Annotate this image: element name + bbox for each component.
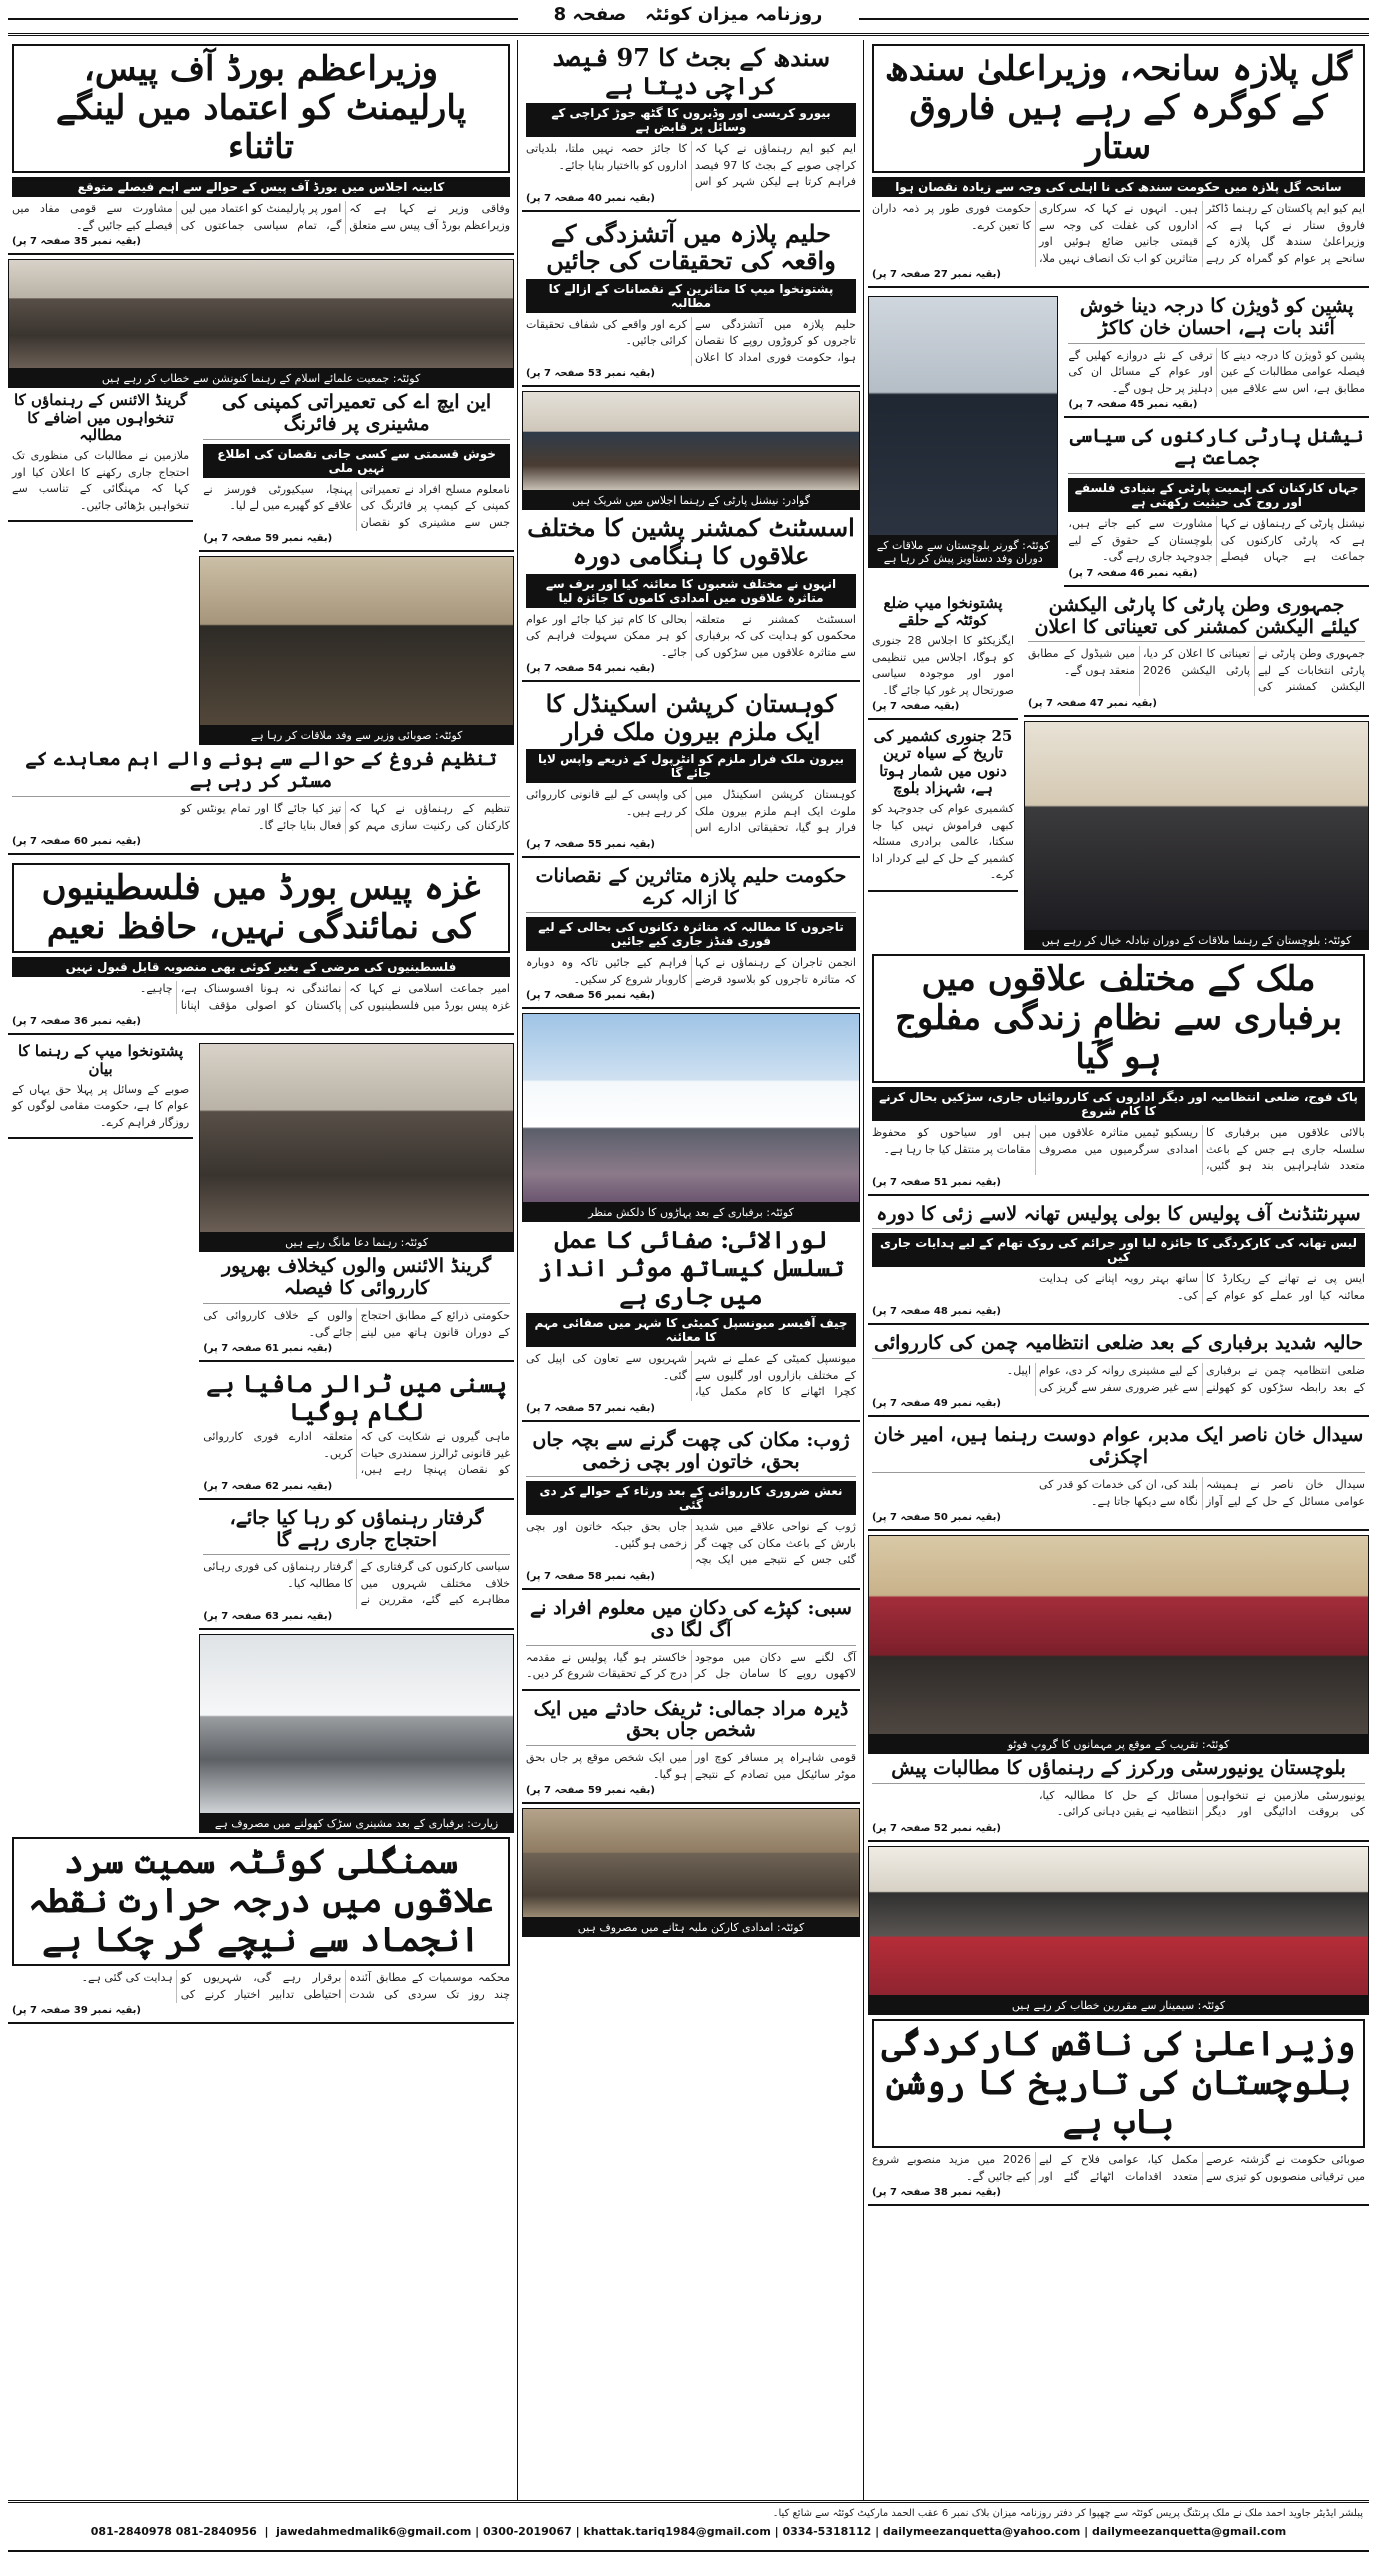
- article: [522, 862, 860, 1010]
- subheadline: پاک فوج، ضلعی انتظامیہ اور دیگر اداروں کی کارروائیاں جاری، سڑکیں بحال کرنے کا کام شروع: [872, 1087, 1365, 1121]
- news-photo: [868, 296, 1058, 536]
- article-body: ایم کیو ایم پاکستان کے رہنما ڈاکٹر فاروق ستار نے کہا ہے کہ وزیراعلیٰ سندھ گل پلازہ کے سانحے پر عوام کو گمراہ کر رہے ہیں۔ انہوں نے کہا کہ سرکاری اداروں کی غفلت کی وجہ سے قیمتی جانیں ضائع ہوئیں اور متاثرین کو اب تک انصاف نہیں ملا، حکومت فوری طور پر ذمہ داران کا تعین کرے۔: [872, 202, 1365, 265]
- subheadline: کابینہ اجلاس میں بورڈ آف پیس کے حوالے سے اہم فیصلے متوقع: [12, 177, 510, 197]
- subheadline: تاجروں کا مطالبہ کہ متاثرہ دکانوں کی بحالی کے لیے فوری فنڈز جاری کیے جائیں: [526, 917, 856, 951]
- subheadline: فلسطینیوں کی مرضی کے بغیر کوئی بھی منصوبہ قابل قبول نہیں: [12, 957, 510, 977]
- article-body: کشمیری عوام کی جدوجہد کو کبھی فراموش نہیں کیا جا سکتا، عالمی برادری مسئلہ کشمیر کے حل کے لیے کردار ادا کرے۔: [872, 802, 1014, 882]
- headline: وزیراعظم بورڈ آف پیس، پارلیمنٹ کو اعتماد میں لینگے تاثناء: [12, 44, 510, 173]
- photo-caption: کوئٹہ: سیمینار سے مقررین خطاب کر رہے ہیں: [868, 1996, 1369, 2015]
- headline: ڈیرہ مراد جمالی: ٹریفک حادثے میں ایک شخص جاں بحق: [526, 1699, 856, 1747]
- phone-numbers: 081-2840978 081-2840956: [90, 2524, 257, 2538]
- photo-image: [523, 1809, 859, 1917]
- headline: سیدال خان ناصر ایک مدبر، عوام دوست رہنما ہیں، امیر خان اچکزئی: [872, 1425, 1365, 1473]
- article-body: انجمن تاجران کے رہنماؤں نے کہا کہ متاثرہ تاجروں کو بلاسود قرضے فراہم کیے جائیں تاکہ وہ دوبارہ کاروبار شروع کر سکیں۔: [526, 956, 856, 986]
- masthead-title: [538, 4, 838, 25]
- photo-image: [200, 557, 513, 725]
- subheadline: بیورو کریسی اور وڈیروں کا گٹھ جوڑ کراچی کے وسائل پر قابض ہے: [526, 103, 856, 137]
- column-divider: [863, 40, 864, 2500]
- article-body: صوبے کے وسائل پر پہلا حق یہاں کے عوام کا ہے، حکومت مقامی لوگوں کو روزگار فراہم کرے۔: [12, 1082, 190, 1129]
- article-body: کوہستان کرپشن اسکینڈل میں ملوث ایک اہم ملزم بیرون ملک فرار ہو گیا، تحقیقاتی ادارے اس کی واپسی کے لیے قانونی کارروائی کر رہے ہیں۔: [526, 788, 856, 835]
- article-body: محکمہ موسمیات کے مطابق آئندہ چند روز تک سردی کی شدت برقرار رہے گی، شہریوں کو احتیاطی تدابیر اختیار کرنے کی ہدایت کی گئی ہے۔: [81, 1971, 510, 2001]
- imprint-footer: [8, 2500, 1369, 2552]
- continuation-note: (بقیہ نمبر 39 صفحہ 7 پر): [12, 2005, 142, 2017]
- headline: جمہوری وطن پارٹی کا پارٹی الیکشن کیلئے الیکشن کمشنر کی تعیناتی کا اعلان: [1028, 595, 1365, 643]
- article-body: نامعلوم مسلح افراد نے تعمیراتی کمپنی کے کیمپ پر فائرنگ کی جس سے مشینری کو نقصان پہنچا، سیکیورٹی فورسز نے علاقے کو گھیرے میں لے لیا۔: [203, 482, 510, 529]
- subheadline: پشتونخوا میپ کا متاثرین کے نقصانات کے ازالے کا مطالبہ: [526, 279, 856, 313]
- news-photo: [199, 556, 514, 726]
- page-label: صفحہ 8: [553, 4, 627, 25]
- column-left: [8, 40, 514, 2495]
- photo-caption: کوئٹہ: گورنر بلوچستان سے ملاقات کے دوران وفد دستاویز پیش کر رہا ہے: [868, 536, 1058, 568]
- article-body: ماہی گیروں نے شکایت کی کہ غیر قانونی ٹرالرز سمندری حیات کو نقصان پہنچا رہے ہیں، متعلقہ ادارے فوری کارروائی کریں۔: [203, 1430, 510, 1477]
- headline: حلیم پلازہ میں آتشزدگی کے واقعہ کی تحقیقات کی جائیں: [546, 218, 836, 276]
- article: [1064, 422, 1369, 586]
- headline: غزہ پیس بورڈ میں فلسطینیوں کی نمائندگی نہیں، حافظ نعیم: [12, 863, 510, 953]
- subheadline: خوش قسمتی سے کسی جانی نقصان کی اطلاع نہیں ملی: [203, 444, 510, 478]
- masthead: [8, 4, 1369, 36]
- photo-caption: کوئٹہ: برفباری کے بعد پہاڑوں کا دلکش منظر: [522, 1203, 860, 1222]
- article-body: وفاقی وزیر نے کہا ہے کہ وزیراعظم بورڈ آف پیس سے متعلق امور پر پارلیمنٹ کو اعتماد میں لیں گے، تمام سیاسی جماعتوں کی مشاورت سے قومی مفاد میں فیصلے کیے جائیں گے۔: [12, 202, 510, 232]
- continuation-note: (بقیہ نمبر 63 صفحہ 7 پر): [203, 1610, 333, 1622]
- headline: گل پلازہ سانحہ، وزیراعلیٰ سندھ کے کوگرہ کے رہے ہیں فاروق ستار: [872, 44, 1365, 173]
- headline: ملک کے مختلف علاقوں میں برفباری سے نظامِ زندگی مفلوج ہو گیا: [872, 954, 1365, 1083]
- continuation-note: (بقیہ نمبر 49 صفحہ 7 پر): [872, 1398, 1002, 1410]
- news-photo: [1024, 721, 1369, 931]
- article: [522, 1426, 860, 1590]
- column-divider: [517, 40, 518, 2500]
- photo-image: [869, 1847, 1368, 1995]
- continuation-note: (بقیہ نمبر 59 صفحہ 7 پر): [203, 533, 333, 545]
- article-body: ایم کیو ایم رہنماؤں نے کہا کہ کراچی صوبے کے بجٹ کا 97 فیصد فراہم کرتا ہے لیکن شہر کو اس کا جائز حصہ نہیں ملتا، بلدیاتی اداروں کو بااختیار بنایا جائے۔: [526, 142, 857, 189]
- article: [1024, 591, 1369, 717]
- headline: نیشنل پارٹی کارکنوں کی سیاسی جماعت ہے: [1068, 426, 1365, 474]
- article: [8, 745, 514, 855]
- article: [8, 859, 514, 1035]
- photo-image: [1025, 722, 1368, 930]
- article: [868, 1754, 1369, 1842]
- photo-image: [200, 1635, 513, 1813]
- headline: پسنی میں ٹرالر مافیا بے لگام ہوگیا: [206, 1369, 507, 1426]
- article-body: ژوب کے نواحی علاقے میں شدید بارش کے باعث مکان کی چھت گر گئی جس کے نتیجے میں ایک بچہ جاں بحق جبکہ خاتون اور بچی زخمی ہو گئیں۔: [526, 1520, 856, 1567]
- subheadline: سانحہ گل پلازہ میں حکومت سندھ کی نا اہلی کی وجہ سے زیادہ نقصان ہوا: [872, 177, 1365, 197]
- continuation-note: (بقیہ نمبر 46 صفحہ 7 پر): [1068, 567, 1198, 579]
- headline: گرینڈ الائنس والوں کیخلاف بھرپور کارروائی کا فیصلہ: [203, 1256, 510, 1304]
- article: [8, 388, 193, 522]
- headline: وزیراعلیٰ کی ناقص کارکردگی بلوچستان کی تاریخ کا روشن باب ہے: [872, 2019, 1365, 2148]
- article-body: سیدال خان ناصر نے ہمیشہ عوامی مسائل کے حل کے لیے آواز بلند کی، ان کی خدمات کو قدر کی نگاہ سے دیکھا جاتا ہے۔: [1039, 1478, 1365, 1508]
- subheadline: انہوں نے مختلف شعبوں کا معائنہ کیا اور برف سے متاثرہ علاقوں میں امدادی کاموں کا جائزہ لیا: [526, 574, 856, 608]
- continuation-note: (بقیہ صفحہ 7 پر): [872, 701, 960, 713]
- article-body: یونیورسٹی ملازمین نے تنخواہوں کی بروقت ادائیگی اور دیگر مسائل کے حل کا مطالبہ کیا، انتظامیہ نے یقین دہانی کرائی۔: [1039, 1788, 1365, 1819]
- news-photo: [868, 1846, 1369, 1996]
- article: [868, 950, 1369, 1196]
- photo-caption: کوئٹہ: رہنما دعا مانگ رہے ہیں: [199, 1233, 514, 1252]
- photo-caption: کوئٹہ: تقریب کے موقع پر مہمانوں کا گروپ فوٹو: [868, 1735, 1369, 1754]
- headline: تنظیم فروغ کے حوالے سے ہونے والے اہم معاہدے کے مستر کر رہی ہے: [12, 749, 510, 797]
- masthead-rule-right: [859, 18, 1369, 20]
- email-addresses: jawedahmedmalik6@gmail.com | 0300-2019067 | khattak.tariq1984@gmail.com | 0334-5318112 | dailymeezanquetta@yahoo.com | dailymeezanquetta@gmail.com: [276, 2524, 1287, 2538]
- article: [8, 1833, 514, 2024]
- photo-image: [9, 260, 513, 368]
- article: [522, 1222, 860, 1421]
- article-body: بالائی علاقوں میں برفباری کا سلسلہ جاری ہے جس کے باعث متعدد شاہراہیں بند ہو گئیں، ریسکیو ٹیمیں متاثرہ علاقوں میں امدادی سرگرمیوں میں مصروف ہیں اور سیاحوں کو محفوظ مقامات پر منتقل کیا جا رہا ہے۔: [872, 1126, 1365, 1173]
- article: [522, 1594, 860, 1691]
- continuation-note: (بقیہ نمبر 40 صفحہ 7 پر): [526, 192, 656, 204]
- photo-caption: کوئٹہ: بلوچستان کے رہنما ملاقات کے دوران تبادلہ خیال کر رہے ہیں: [1024, 931, 1369, 950]
- continuation-note: (بقیہ نمبر 35 صفحہ 7 پر): [12, 236, 142, 248]
- headline: لورالائی: صفائی کا عمل تسلسل کیساتھ موثر انداز میں جاری ہے: [537, 1225, 845, 1310]
- continuation-note: (بقیہ نمبر 50 صفحہ 7 پر): [872, 1512, 1002, 1523]
- continuation-note: (بقیہ نمبر 55 صفحہ 7 پر): [526, 838, 656, 850]
- article: [868, 724, 1018, 892]
- photo-caption: گوادر: نیشنل پارٹی کے رہنما اجلاس میں شریک ہیں: [522, 491, 860, 510]
- news-photo: [199, 1634, 514, 1814]
- headline: گرفتار رہنماؤں کو رہا کیا جائے، احتجاج جاری رہے گا: [203, 1508, 510, 1556]
- continuation-note: (بقیہ نمبر 59 صفحہ 7 پر): [526, 1785, 656, 1797]
- photo-caption: کوئٹہ: جمعیت علمائے اسلام کے رہنما کنونشن سے خطاب کر رہے ہیں: [8, 369, 514, 388]
- article: [522, 510, 860, 682]
- article: [868, 40, 1369, 288]
- article: [522, 216, 860, 388]
- continuation-note: (بقیہ نمبر 48 صفحہ 7 پر): [872, 1306, 1002, 1318]
- article-body: میونسپل کمیٹی کے عملے نے شہر کے مختلف بازاروں اور گلیوں سے کچرا اٹھانے کا کام مکمل کیا، شہریوں سے تعاون کی اپیل کی گئی۔: [526, 1352, 856, 1399]
- article: [868, 1329, 1369, 1417]
- continuation-note: (بقیہ نمبر 47 صفحہ 7 پر): [1028, 697, 1158, 709]
- continuation-note: (بقیہ نمبر 36 صفحہ 7 پر): [12, 1016, 142, 1028]
- continuation-note: (بقیہ نمبر 38 صفحہ 7 پر): [872, 2187, 1002, 2199]
- headline: کوہستان کرپشن اسکینڈل کا ایک ملزم بیرون ملک فرار: [545, 689, 837, 746]
- headline: سمنگلی کوئٹہ سمیت سرد علاقوں میں درجہ حرارت نقطہ انجماد سے نیچے گر چکا ہے: [12, 1837, 510, 1966]
- news-photo: [522, 391, 860, 491]
- continuation-note: (بقیہ نمبر 27 صفحہ 7 پر): [872, 269, 1002, 281]
- subheadline: چیف آفیسر میونسپل کمیٹی کا شہر میں صفائی مہم کا معائنہ: [526, 1313, 856, 1347]
- continuation-note: (بقیہ نمبر 60 صفحہ 7 پر): [12, 836, 142, 848]
- news-photo: [868, 1535, 1369, 1735]
- article-body: آگ لگنے سے دکان میں موجود لاکھوں روپے کا سامان جل کر خاکستر ہو گیا، پولیس نے مقدمہ درج کر کے تحقیقات شروع کر دیں۔: [526, 1650, 856, 1681]
- column-right: [868, 40, 1369, 2495]
- column-middle: [522, 40, 860, 2495]
- continuation-note: (بقیہ نمبر 53 صفحہ 7 پر): [526, 368, 656, 380]
- continuation-note: (بقیہ نمبر 45 صفحہ 7 پر): [1068, 399, 1198, 411]
- headline: 25 جنوری کشمیر کی تاریخ کے سیاہ ترین دنوں میں شمار ہوتا ہے، شہزاد بلوچ: [873, 727, 1013, 797]
- article-body: ایس پی نے تھانے کے ریکارڈ کا معائنہ کیا اور عملے کو عوام کے ساتھ بہتر رویہ اپنانے کی ہدایت کی۔: [1039, 1272, 1365, 1302]
- headline: پشتونخوا میپ ضلع کوئٹہ کے حلقے: [883, 593, 1003, 629]
- news-photo: [522, 1013, 860, 1203]
- article-body: قومی شاہراہ پر مسافر کوچ اور موٹر سائیکل میں تصادم کے نتیجے میں ایک شخص موقع پر جاں بحق ہو گیا۔: [526, 1751, 856, 1781]
- continuation-note: (بقیہ نمبر 52 صفحہ 7 پر): [872, 1822, 1002, 1834]
- news-photo: [522, 1808, 860, 1918]
- photo-image: [523, 1014, 859, 1202]
- article-body: حکومتی ذرائع کے مطابق احتجاج کے دوران قانون ہاتھ میں لینے والوں کے خلاف کارروائی کی جائے گی۔: [203, 1309, 510, 1339]
- article: [868, 2015, 1369, 2206]
- headline: حالیہ شدید برفباری کے بعد ضلعی انتظامیہ چمن کی کارروائی: [872, 1333, 1365, 1359]
- article: [868, 591, 1018, 721]
- article: [199, 1504, 514, 1630]
- subheadline: لیس تھانہ کی کارکردگی کا جائزہ لیا اور جرائم کی روک تھام کے لیے ہدایات جاری کیں: [872, 1233, 1365, 1267]
- article: [522, 40, 860, 212]
- subheadline: نعش ضروری کارروائی کے بعد ورثاء کے حوالے کر دی گئی: [526, 1481, 856, 1515]
- photo-caption: زیارت: برفباری کے بعد مشینری سڑک کھولنے میں مصروف ہے: [199, 1814, 514, 1833]
- article-body: نیشنل پارٹی کے رہنماؤں نے کہا ہے کہ پارٹی کارکنوں کی جماعت ہے جہاں فیصلے مشاورت سے کیے جاتے ہیں، بلوچستان کے حقوق کے لیے جدوجہد جاری رہے گی۔: [1068, 517, 1365, 564]
- continuation-note: (بقیہ نمبر 56 صفحہ 7 پر): [526, 990, 656, 1002]
- article-body: حلیم پلازہ میں آتشزدگی سے تاجروں کو کروڑوں روپے کا نقصان ہوا، حکومت فوری امداد کا اعلان کرے اور واقعے کی شفاف تحقیقات کرائی جائیں۔: [526, 317, 856, 364]
- article-body: ضلعی انتظامیہ چمن نے برفباری کے بعد رابطہ سڑکوں کو کھولنے کے لیے مشینری روانہ کر دی، عوام سے غیر ضروری سفر سے گریز کی اپیل۔: [1006, 1364, 1365, 1394]
- headline: حکومت حلیم پلازہ متاثرین کے نقصانات کا ازالہ کرے: [526, 866, 856, 914]
- headline: پشتونخوا میپ کے رہنما کا بیان: [17, 1042, 184, 1078]
- article: [8, 40, 514, 255]
- headline: پشین کو ڈویژن کا درجہ دینا خوش آئند بات ہے، احسان خان کاکڑ: [1068, 296, 1365, 344]
- contact-line: 081-2840978 081-2840956 | jawedahmedmalik6@gmail.com | 0300-2019067 | khattak.tariq1984@gmail.com | 0334-5318112 | dailymeezanquetta@yahoo.com | dailymeezanquetta@gmail.com: [90, 2524, 1287, 2538]
- continuation-note: (بقیہ نمبر 62 صفحہ 7 پر): [203, 1480, 333, 1492]
- continuation-note: (بقیہ نمبر 61 صفحہ 7 پر): [203, 1343, 333, 1355]
- article-body: سیاسی کارکنوں کی گرفتاری کے خلاف مختلف شہروں میں مظاہرے کیے گئے، مقررین نے گرفتار رہنماؤں کی فوری رہائی کا مطالبہ کیا۔: [203, 1560, 510, 1607]
- continuation-note: (بقیہ نمبر 57 صفحہ 7 پر): [526, 1402, 656, 1414]
- photo-image: [200, 1044, 513, 1232]
- article-body: امیر جماعت اسلامی نے کہا کہ غزہ پیس بورڈ میں فلسطینیوں کی نمائندگی نہ ہونا افسوسناک ہے، پاکستان کو اصولی مؤقف اپنانا چاہیے۔: [139, 982, 510, 1012]
- headline: ژوب: مکان کی چھت گرنے سے بچہ جاں بحق، خاتون اور بچی زخمی: [526, 1430, 856, 1478]
- continuation-note: (بقیہ نمبر 58 صفحہ 7 پر): [526, 1570, 656, 1582]
- article-body: ملازمین نے مطالبات کی منظوری تک احتجاج جاری رکھنے کا اعلان کیا اور کہا کہ مہنگائی کے تناسب سے تنخواہیں بڑھائی جائیں۔: [12, 449, 190, 512]
- photo-caption: کوئٹہ: صوبائی وزیر سے وفد ملاقات کر رہا ہے: [199, 726, 514, 745]
- news-photo: [199, 1043, 514, 1233]
- imprint-line: پبلشر ایڈیٹر جاوید احمد ملک نے ملک پرنٹنگ پریس کوئٹہ سے چھپوا کر دفتر روزنامہ میزان بلاک نمبر 6 عقب الحمد مارکیٹ کوئٹہ سے شائع کیا۔: [772, 2508, 1363, 2519]
- article-body: صوبائی حکومت نے گزشتہ عرصے میں ترقیاتی منصوبوں کو تیزی سے مکمل کیا، عوامی فلاح کے لیے متعدد اقدامات اٹھائے گئے اور 2026 میں مزید منصوبے شروع کیے جائیں گے۔: [872, 2153, 1365, 2183]
- subheadline: بیرون ملک فرار ملزم کو انٹرپول کے ذریعے واپس لایا جائے گا: [526, 749, 856, 783]
- article-body: اسسٹنٹ کمشنر نے متعلقہ محکموں کو ہدایت کی کہ برفباری سے متاثرہ علاقوں میں سڑکوں کی بحالی کا کام تیز کیا جائے اور عوام کو ہر ممکن سہولت فراہم کی جائے۔: [526, 612, 856, 659]
- article: [522, 686, 860, 858]
- subheadline: جہاں کارکنان کی اہمیت پارٹی کے بنیادی فلسفے اور روح کی حیثیت رکھتی ہے: [1068, 478, 1365, 512]
- article-body: پشین کو ڈویژن کا درجہ دینے کا فیصلہ عوامی مطالبات کے عین مطابق ہے، اس سے علاقے میں ترقی کے نئے دروازے کھلیں گے اور عوام کے مسائل ان کی دہلیز پر حل ہوں گے۔: [1068, 348, 1365, 395]
- article-body: جمہوری وطن پارٹی نے پارٹی انتخابات کے لیے الیکشن کمشنر کی تعیناتی کا اعلان کر دیا، پارٹی الیکشن 2026 میں شیڈول کے مطابق منعقد ہوں گے۔: [1028, 647, 1365, 694]
- headline: بلوچستان یونیورسٹی ورکرز کے رہنماؤں کا مطالبات پیش: [872, 1758, 1365, 1784]
- article: [8, 1039, 193, 1139]
- article: [199, 388, 514, 552]
- article: [868, 1200, 1369, 1326]
- article: [199, 1366, 514, 1500]
- headline: این ایچ اے کی تعمیراتی کمپنی کی مشینری پر فائرنگ: [203, 392, 510, 440]
- headline: سبی: کپڑے کی دکان میں معلوم افراد نے آگ لگا دی: [526, 1598, 856, 1646]
- headline: سپرنٹنڈنٹ آف پولیس کا بولی پولیس تھانہ لاسے زئی کا دورہ: [872, 1204, 1365, 1230]
- article: [199, 1252, 514, 1362]
- paper-name: روزنامہ میزان کوئٹہ: [645, 4, 823, 25]
- continuation-note: (بقیہ نمبر 51 صفحہ 7 پر): [872, 1176, 1002, 1188]
- headline: سندھ کے بجٹ کا 97 فیصد کراچی دیتا ہے: [551, 43, 831, 100]
- article-body: ایگزیکٹو کا اجلاس 28 جنوری کو ہوگا، اجلاس میں تنظیمی امور اور موجودہ سیاسی صورتحال پر غور کیا جائے گا۔: [872, 634, 1014, 697]
- photo-image: [523, 392, 859, 490]
- photo-image: [869, 297, 1057, 535]
- article: [522, 1695, 860, 1805]
- article: [1064, 292, 1369, 418]
- headline: گرینڈ الائنس کے رہنماؤں کا تنخواہوں میں اضافے کا مطالبہ: [14, 391, 188, 444]
- headline: اسسٹنٹ کمشنر پشین کا مختلف علاقوں کا ہنگامی دورہ: [527, 513, 855, 570]
- article: [868, 1421, 1369, 1531]
- continuation-note: (بقیہ نمبر 54 صفحہ 7 پر): [526, 663, 656, 675]
- photo-image: [869, 1536, 1368, 1734]
- masthead-rule-left: [8, 18, 518, 20]
- photo-caption: کوئٹہ: امدادی کارکن ملبہ ہٹانے میں مصروف ہیں: [522, 1918, 860, 1937]
- article-body: تنظیم کے رہنماؤں نے کہا کہ کارکنان کی رکنیت سازی مہم کو تیز کیا جائے گا اور تمام یونٹس کو فعال بنایا جائے گا۔: [180, 802, 510, 832]
- news-photo: [8, 259, 514, 369]
